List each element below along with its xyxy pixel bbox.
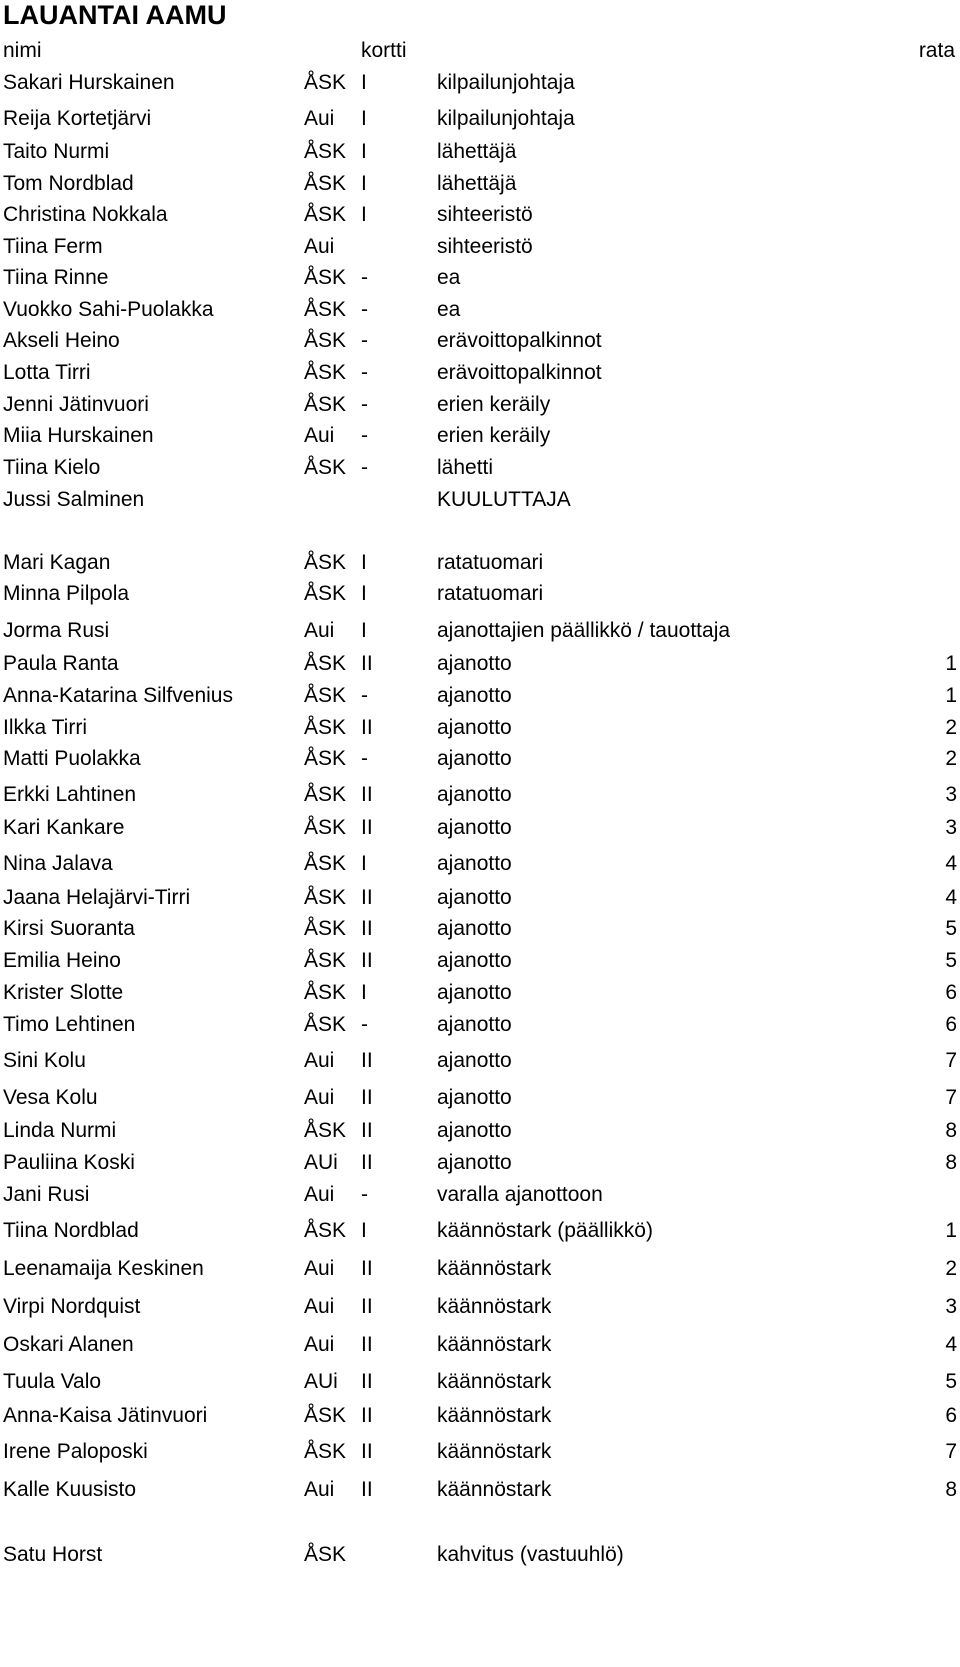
cell-name: Reija Kortetjärvi <box>3 107 152 130</box>
cell-name: Vuokko Sahi-Puolakka <box>3 298 214 321</box>
cell-club: ÅSK <box>304 329 347 352</box>
cell-club: ÅSK <box>304 1119 347 1142</box>
cell-name: Minna Pilpola <box>3 582 130 605</box>
cell-card: II <box>361 652 373 675</box>
cell-role: käännöstark <box>437 1440 552 1463</box>
cell-card: - <box>361 424 368 447</box>
cell-name: Mari Kagan <box>3 551 111 574</box>
cell-card: - <box>361 266 368 289</box>
table-row <box>0 201 960 229</box>
cell-role: erien keräily <box>437 424 551 447</box>
cell-role: ajanotto <box>437 716 512 739</box>
cell-club: ÅSK <box>304 203 347 226</box>
cell-club: ÅSK <box>304 1404 347 1427</box>
cell-name: Tiina Rinne <box>3 266 109 289</box>
table-row <box>0 1331 960 1359</box>
cell-role: lähetti <box>437 456 494 479</box>
table-row <box>0 422 960 450</box>
cell-club: ÅSK <box>304 852 347 875</box>
cell-card: - <box>361 393 368 416</box>
cell-card: I <box>361 203 367 226</box>
cell-name: Jussi Salminen <box>3 488 145 511</box>
cell-name: Satu Horst <box>3 1543 103 1566</box>
cell-lane: 7 <box>945 1086 957 1109</box>
table-row <box>0 327 960 355</box>
cell-card: II <box>361 1478 373 1501</box>
table-row <box>0 1149 960 1177</box>
cell-role: käännöstark <box>437 1478 552 1501</box>
cell-card: II <box>361 1257 373 1280</box>
cell-card: II <box>361 1119 373 1142</box>
cell-club: ÅSK <box>304 71 347 94</box>
cell-card: - <box>361 456 368 479</box>
cell-card: - <box>361 1013 368 1036</box>
cell-role: ajanotto <box>437 783 512 806</box>
cell-club: ÅSK <box>304 816 347 839</box>
cell-card: II <box>361 1295 373 1318</box>
table-row <box>0 915 960 943</box>
cell-name: Erkki Lahtinen <box>3 783 137 806</box>
cell-club: AUi <box>304 1370 338 1393</box>
cell-name: Tiina Ferm <box>3 235 103 258</box>
cell-club: ÅSK <box>304 393 347 416</box>
table-row <box>0 486 960 514</box>
cell-club: ÅSK <box>304 684 347 707</box>
cell-name: Jenni Jätinvuori <box>3 393 149 416</box>
cell-role: käännöstark (päällikkö) <box>437 1219 653 1242</box>
cell-card: I <box>361 852 367 875</box>
cell-role: ajanotto <box>437 1086 512 1109</box>
cell-role: käännöstark <box>437 1257 552 1280</box>
table-row <box>0 69 960 97</box>
cell-club: Aui <box>304 235 335 258</box>
cell-lane: 8 <box>945 1119 957 1142</box>
cell-name: Virpi Nordquist <box>3 1295 141 1318</box>
cell-club: ÅSK <box>304 172 347 195</box>
table-row <box>0 1011 960 1039</box>
table-row <box>0 1217 960 1245</box>
cell-lane: 3 <box>945 783 957 806</box>
cell-name: Tom Nordblad <box>3 172 134 195</box>
cell-card: II <box>361 1370 373 1393</box>
cell-role: ratatuomari <box>437 551 544 574</box>
table-row <box>0 296 960 324</box>
cell-club: ÅSK <box>304 747 347 770</box>
cell-card: - <box>361 684 368 707</box>
cell-role: käännöstark <box>437 1370 552 1393</box>
cell-club: ÅSK <box>304 1440 347 1463</box>
cell-name: Akseli Heino <box>3 329 120 352</box>
cell-club: Aui <box>304 1295 335 1318</box>
cell-role: ea <box>437 266 461 289</box>
cell-club: Aui <box>304 1257 335 1280</box>
cell-club: ÅSK <box>304 949 347 972</box>
cell-card: I <box>361 1219 367 1242</box>
cell-name: Krister Slotte <box>3 981 124 1004</box>
cell-club: Aui <box>304 107 335 130</box>
cell-club: ÅSK <box>304 1219 347 1242</box>
table-row <box>0 814 960 842</box>
cell-club: ÅSK <box>304 783 347 806</box>
table-row <box>0 1438 960 1466</box>
page-title: LAUANTAI AAMU <box>3 0 227 30</box>
cell-lane: 6 <box>945 981 957 1004</box>
cell-club: ÅSK <box>304 1013 347 1036</box>
cell-card: II <box>361 1333 373 1356</box>
cell-name: Linda Nurmi <box>3 1119 117 1142</box>
cell-name: Kalle Kuusisto <box>3 1478 137 1501</box>
cell-name: Sakari Hurskainen <box>3 71 175 94</box>
cell-name: Vesa Kolu <box>3 1086 98 1109</box>
cell-club: ÅSK <box>304 551 347 574</box>
cell-lane: 5 <box>945 1370 957 1393</box>
cell-card: I <box>361 981 367 1004</box>
table-row <box>0 745 960 773</box>
cell-role: ajanotto <box>437 1151 512 1174</box>
cell-club: Aui <box>304 1183 335 1206</box>
cell-card: II <box>361 716 373 739</box>
cell-club: Aui <box>304 424 335 447</box>
cell-name: Pauliina Koski <box>3 1151 135 1174</box>
cell-card: - <box>361 298 368 321</box>
table-row <box>0 391 960 419</box>
cell-lane: 1 <box>945 1219 957 1242</box>
cell-lane: 7 <box>945 1440 957 1463</box>
cell-card: I <box>361 107 367 130</box>
cell-card: II <box>361 1440 373 1463</box>
cell-name: Kari Kankare <box>3 816 125 839</box>
cell-role: käännöstark <box>437 1404 552 1427</box>
cell-role: erien keräily <box>437 393 551 416</box>
cell-role: ajanotto <box>437 1119 512 1142</box>
cell-name: Miia Hurskainen <box>3 424 154 447</box>
table-row <box>0 1293 960 1321</box>
table-row <box>0 138 960 166</box>
cell-card: I <box>361 619 367 642</box>
table-row <box>0 264 960 292</box>
cell-name: Lotta Tirri <box>3 361 91 384</box>
cell-lane: 5 <box>945 949 957 972</box>
cell-name: Matti Puolakka <box>3 747 141 770</box>
cell-lane: 1 <box>945 684 957 707</box>
table-row <box>0 979 960 1007</box>
cell-role: kilpailunjohtaja <box>437 71 575 94</box>
table-row <box>0 850 960 878</box>
cell-role: käännöstark <box>437 1295 552 1318</box>
cell-role: ajanotto <box>437 852 512 875</box>
cell-card: - <box>361 361 368 384</box>
cell-role: KUULUTTAJA <box>437 488 571 511</box>
cell-club: Aui <box>304 1478 335 1501</box>
cell-name: Taito Nurmi <box>3 140 110 163</box>
cell-card: II <box>361 949 373 972</box>
cell-card: I <box>361 551 367 574</box>
cell-name: Oskari Alanen <box>3 1333 134 1356</box>
cell-club: ÅSK <box>304 298 347 321</box>
cell-lane: 3 <box>945 1295 957 1318</box>
cell-card: II <box>361 1086 373 1109</box>
cell-lane: 2 <box>945 747 957 770</box>
cell-card: II <box>361 886 373 909</box>
table-row <box>0 1181 960 1209</box>
cell-card: - <box>361 329 368 352</box>
cell-role: erävoittopalkinnot <box>437 329 602 352</box>
cell-card: I <box>361 172 367 195</box>
table-row <box>0 1476 960 1504</box>
cell-card: II <box>361 917 373 940</box>
cell-role: ajanotto <box>437 1049 512 1072</box>
cell-lane: 6 <box>945 1013 957 1036</box>
table-row <box>0 1368 960 1396</box>
table-row <box>0 682 960 710</box>
table-row <box>0 359 960 387</box>
cell-club: ÅSK <box>304 140 347 163</box>
cell-role: ajanotto <box>437 1013 512 1036</box>
cell-name: Anna-Katarina Silfvenius <box>3 684 233 707</box>
cell-role: lähettäjä <box>437 140 517 163</box>
cell-role: ajanottajien päällikkö / tauottaja <box>437 619 731 642</box>
cell-club: Aui <box>304 1086 335 1109</box>
cell-lane: 8 <box>945 1151 957 1174</box>
table-row <box>0 580 960 608</box>
table-row <box>0 617 960 645</box>
cell-role: sihteeristö <box>437 235 533 258</box>
cell-name: Sini Kolu <box>3 1049 86 1072</box>
table-row <box>0 650 960 678</box>
cell-role: sihteeristö <box>437 203 533 226</box>
table-row <box>0 714 960 742</box>
table-row <box>0 549 960 577</box>
cell-card: II <box>361 1049 373 1072</box>
cell-role: ajanotto <box>437 747 512 770</box>
cell-club: ÅSK <box>304 456 347 479</box>
cell-club: ÅSK <box>304 886 347 909</box>
cell-card: - <box>361 1183 368 1206</box>
cell-name: Tiina Kielo <box>3 456 101 479</box>
cell-role: ajanotto <box>437 886 512 909</box>
cell-name: Jani Rusi <box>3 1183 90 1206</box>
cell-club: ÅSK <box>304 266 347 289</box>
cell-card: II <box>361 1404 373 1427</box>
cell-name: Emilia Heino <box>3 949 121 972</box>
cell-name: Nina Jalava <box>3 852 113 875</box>
cell-name: Tiina Nordblad <box>3 1219 139 1242</box>
cell-name: Jorma Rusi <box>3 619 110 642</box>
cell-club: ÅSK <box>304 1543 347 1566</box>
table-row <box>0 1117 960 1145</box>
table-row <box>0 781 960 809</box>
cell-name: Leenamaija Keskinen <box>3 1257 204 1280</box>
cell-card: I <box>361 71 367 94</box>
cell-club: ÅSK <box>304 716 347 739</box>
cell-name: Irene Paloposki <box>3 1440 148 1463</box>
cell-role: ajanotto <box>437 816 512 839</box>
header-name: nimi <box>3 39 42 62</box>
cell-card: II <box>361 783 373 806</box>
table-row <box>0 1402 960 1430</box>
cell-lane: 7 <box>945 1049 957 1072</box>
cell-role: kilpailunjohtaja <box>437 107 575 130</box>
cell-club: Aui <box>304 1049 335 1072</box>
cell-club: ÅSK <box>304 917 347 940</box>
cell-lane: 2 <box>945 1257 957 1280</box>
cell-club: Aui <box>304 619 335 642</box>
cell-role: kahvitus (vastuuhlö) <box>437 1543 624 1566</box>
cell-role: varalla ajanottoon <box>437 1183 603 1206</box>
table-row <box>0 170 960 198</box>
cell-lane: 4 <box>945 852 957 875</box>
cell-club: ÅSK <box>304 361 347 384</box>
cell-card: II <box>361 1151 373 1174</box>
table-row <box>0 233 960 261</box>
cell-name: Kirsi Suoranta <box>3 917 135 940</box>
cell-role: ajanotto <box>437 652 512 675</box>
table-row <box>0 947 960 975</box>
cell-role: ajanotto <box>437 949 512 972</box>
cell-name: Jaana Helajärvi-Tirri <box>3 886 191 909</box>
cell-name: Paula Ranta <box>3 652 119 675</box>
header-lane: rata <box>918 39 955 62</box>
table-row <box>0 454 960 482</box>
cell-role: ea <box>437 298 461 321</box>
cell-card: - <box>361 747 368 770</box>
cell-club: ÅSK <box>304 582 347 605</box>
cell-club: ÅSK <box>304 981 347 1004</box>
cell-role: ajanotto <box>437 917 512 940</box>
cell-role: erävoittopalkinnot <box>437 361 602 384</box>
cell-lane: 4 <box>945 886 957 909</box>
cell-lane: 6 <box>945 1404 957 1427</box>
table-row <box>0 1047 960 1075</box>
cell-role: ajanotto <box>437 684 512 707</box>
header-card: kortti <box>361 39 407 62</box>
cell-role: ajanotto <box>437 981 512 1004</box>
cell-lane: 4 <box>945 1333 957 1356</box>
cell-card: I <box>361 140 367 163</box>
cell-role: käännöstark <box>437 1333 552 1356</box>
cell-club: ÅSK <box>304 652 347 675</box>
cell-lane: 3 <box>945 816 957 839</box>
cell-name: Ilkka Tirri <box>3 716 87 739</box>
cell-lane: 2 <box>945 716 957 739</box>
cell-lane: 5 <box>945 917 957 940</box>
table-row <box>0 884 960 912</box>
cell-card: II <box>361 816 373 839</box>
table-row <box>0 1541 960 1569</box>
cell-name: Christina Nokkala <box>3 203 168 226</box>
cell-club: AUi <box>304 1151 338 1174</box>
cell-role: lähettäjä <box>437 172 517 195</box>
cell-club: Aui <box>304 1333 335 1356</box>
table-row <box>0 1084 960 1112</box>
cell-name: Timo Lehtinen <box>3 1013 136 1036</box>
table-row <box>0 1255 960 1283</box>
cell-role: ratatuomari <box>437 582 544 605</box>
cell-lane: 1 <box>945 652 957 675</box>
table-row <box>0 105 960 133</box>
cell-name: Anna-Kaisa Jätinvuori <box>3 1404 208 1427</box>
cell-name: Tuula Valo <box>3 1370 102 1393</box>
cell-card: I <box>361 582 367 605</box>
cell-lane: 8 <box>945 1478 957 1501</box>
